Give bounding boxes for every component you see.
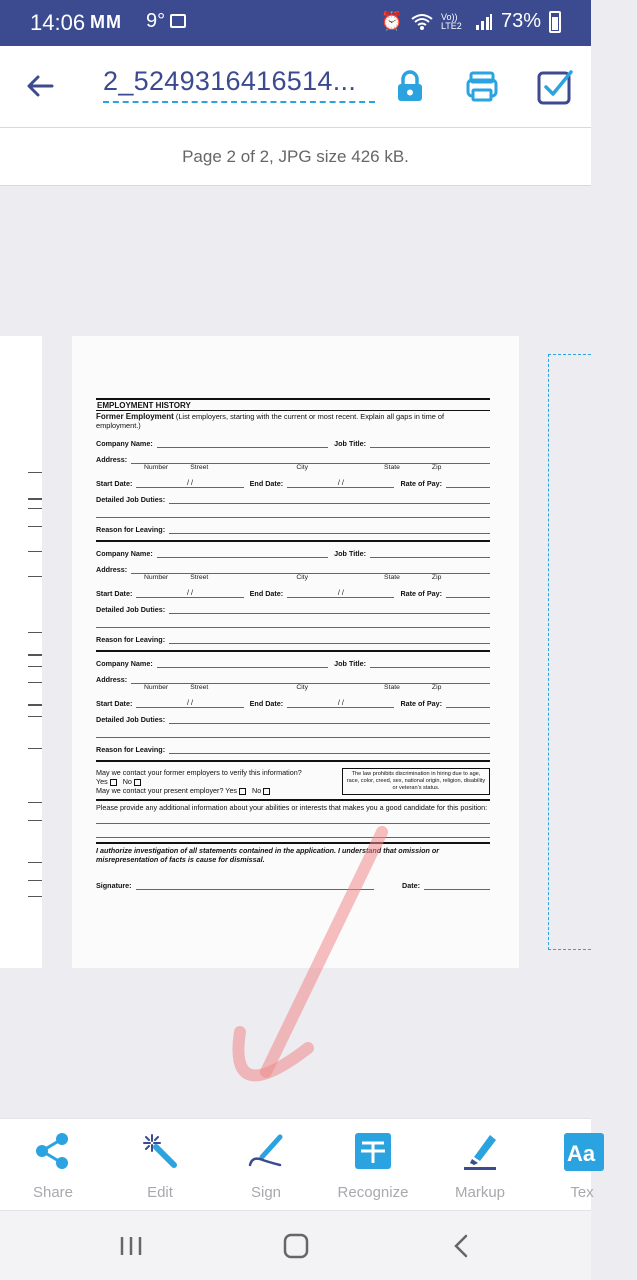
home-icon[interactable] — [281, 1231, 311, 1261]
document-title[interactable]: 2_5249316416514... — [103, 66, 375, 103]
share-button[interactable]: Share — [0, 1131, 108, 1201]
wifi-icon — [411, 13, 433, 31]
image-notification-icon — [170, 14, 186, 28]
svg-text:Aa: Aa — [567, 1141, 596, 1166]
system-nav-bar — [0, 1210, 591, 1280]
alarm-icon: ⏰ — [380, 11, 403, 31]
status-right — [381, 10, 561, 33]
former-employment-heading: Former Employment (List employers, starting with the current or most recent. Explain all gaps in time of employment.) — [96, 410, 490, 430]
signal-icon — [475, 13, 493, 31]
battery-percent: 73% — [500, 10, 541, 32]
share-icon — [33, 1131, 73, 1171]
magic-wand-icon — [140, 1131, 180, 1171]
markup-button[interactable]: Markup — [425, 1131, 535, 1201]
employment-form: EMPLOYMENT HISTORY Former Employment (List employers, starting with the current or most recent. Explain all gaps in time of employment.) Company Name: Job Title: Address: Number Street City State Zip Start Date: / / End Date: / / Rate of Pay: Detailed Job Duties: Reason for Leaving: Company Name: Job Title: Address: Number Street City State Zip Start Date: / / End Date: / / Rate of Pay: Detailed Job Duties: Reason for Leaving: Company Name: Job Title: Address: Number Street City State Zip Start Date: / / End Date: / / Rate of Pay: Detailed Job Duties: Reason for Leaving: May we contact your former employers to verify this information? Yes No May we contact your present employer? Yes No The law prohibits discrimination in hiring due to age, race, color, creed, sex, national origin, religion, disability or veteran's status. Please provide any additional information about your abilities or interests that makes you a good candidate for this position: I authorize investigation of all statements contained in the application. I understand that omission or misrepresentation of facts is cause for dismissal. Signature: Date: — [96, 398, 490, 890]
sign-button[interactable]: Sign — [211, 1131, 321, 1201]
authorization-statement: I authorize investigation of all statements contained in the application. I understand that omission or misrepresentation of facts is cause for dismissal. — [96, 842, 490, 864]
select-check-icon[interactable] — [534, 66, 574, 106]
section-heading: EMPLOYMENT HISTORY — [97, 401, 191, 410]
text-icon — [562, 1131, 602, 1171]
additional-info: Please provide any additional information about your abilities or interests that makes you a good candidate for this position: — [96, 799, 490, 812]
recents-icon[interactable] — [116, 1231, 146, 1261]
swipe-hint-arrow — [220, 820, 400, 1110]
employer-block: Company Name: Job Title: Address: Number Street City State Zip Start Date: / / End Date: / / Rate of Pay: Detailed Job Duties: Reason for Leaving: — [96, 652, 490, 762]
next-page-placeholder[interactable] — [548, 354, 591, 950]
app-bar — [0, 46, 591, 128]
network-label: Vo)) LTE2 — [440, 11, 462, 31]
employer-block: Company Name: Job Title: Address: Number Street City State Zip Start Date: / / End Date: / / Rate of Pay: Detailed Job Duties: Reason for Leaving: — [96, 542, 490, 652]
pen-sign-icon — [246, 1131, 286, 1171]
status-temperature: 9° — [146, 10, 166, 32]
contact-section: May we contact your former employers to verify this information? Yes No May we contact your present employer? Yes No The law prohibits discrimination in hiring due to age, race, color, creed, sex, national origin, religion, disability or veteran's status. — [96, 768, 490, 795]
recognize-button[interactable]: Recognize — [318, 1131, 428, 1201]
back-arrow-icon[interactable] — [22, 68, 58, 104]
law-notice: The law prohibits discrimination in hiring due to age, race, color, creed, sex, national origin, religion, disability or veteran's status. — [342, 768, 490, 795]
print-icon[interactable] — [462, 66, 502, 106]
status-bar — [0, 0, 591, 46]
battery-icon — [549, 11, 561, 33]
previous-page-thumbnail[interactable] — [0, 336, 42, 968]
text-button[interactable]: Aa Tex — [527, 1131, 637, 1201]
bottom-toolbar — [0, 1118, 596, 1210]
employer-block: Company Name: Job Title: Address: Number Street City State Zip Start Date: / / End Date: / / Rate of Pay: Detailed Job Duties: Reason for Leaving: — [96, 432, 490, 542]
highlighter-icon — [460, 1131, 500, 1171]
page-info-bar: Page 2 of 2, JPG size 426 kB. — [0, 128, 591, 186]
edit-button[interactable]: Edit — [105, 1131, 215, 1201]
gmail-notification-icon: MM — [90, 12, 122, 32]
lock-icon[interactable] — [390, 66, 430, 106]
status-time: 14:06 — [30, 10, 86, 35]
text-recognize-icon — [353, 1131, 393, 1171]
back-nav-icon[interactable] — [447, 1231, 477, 1261]
